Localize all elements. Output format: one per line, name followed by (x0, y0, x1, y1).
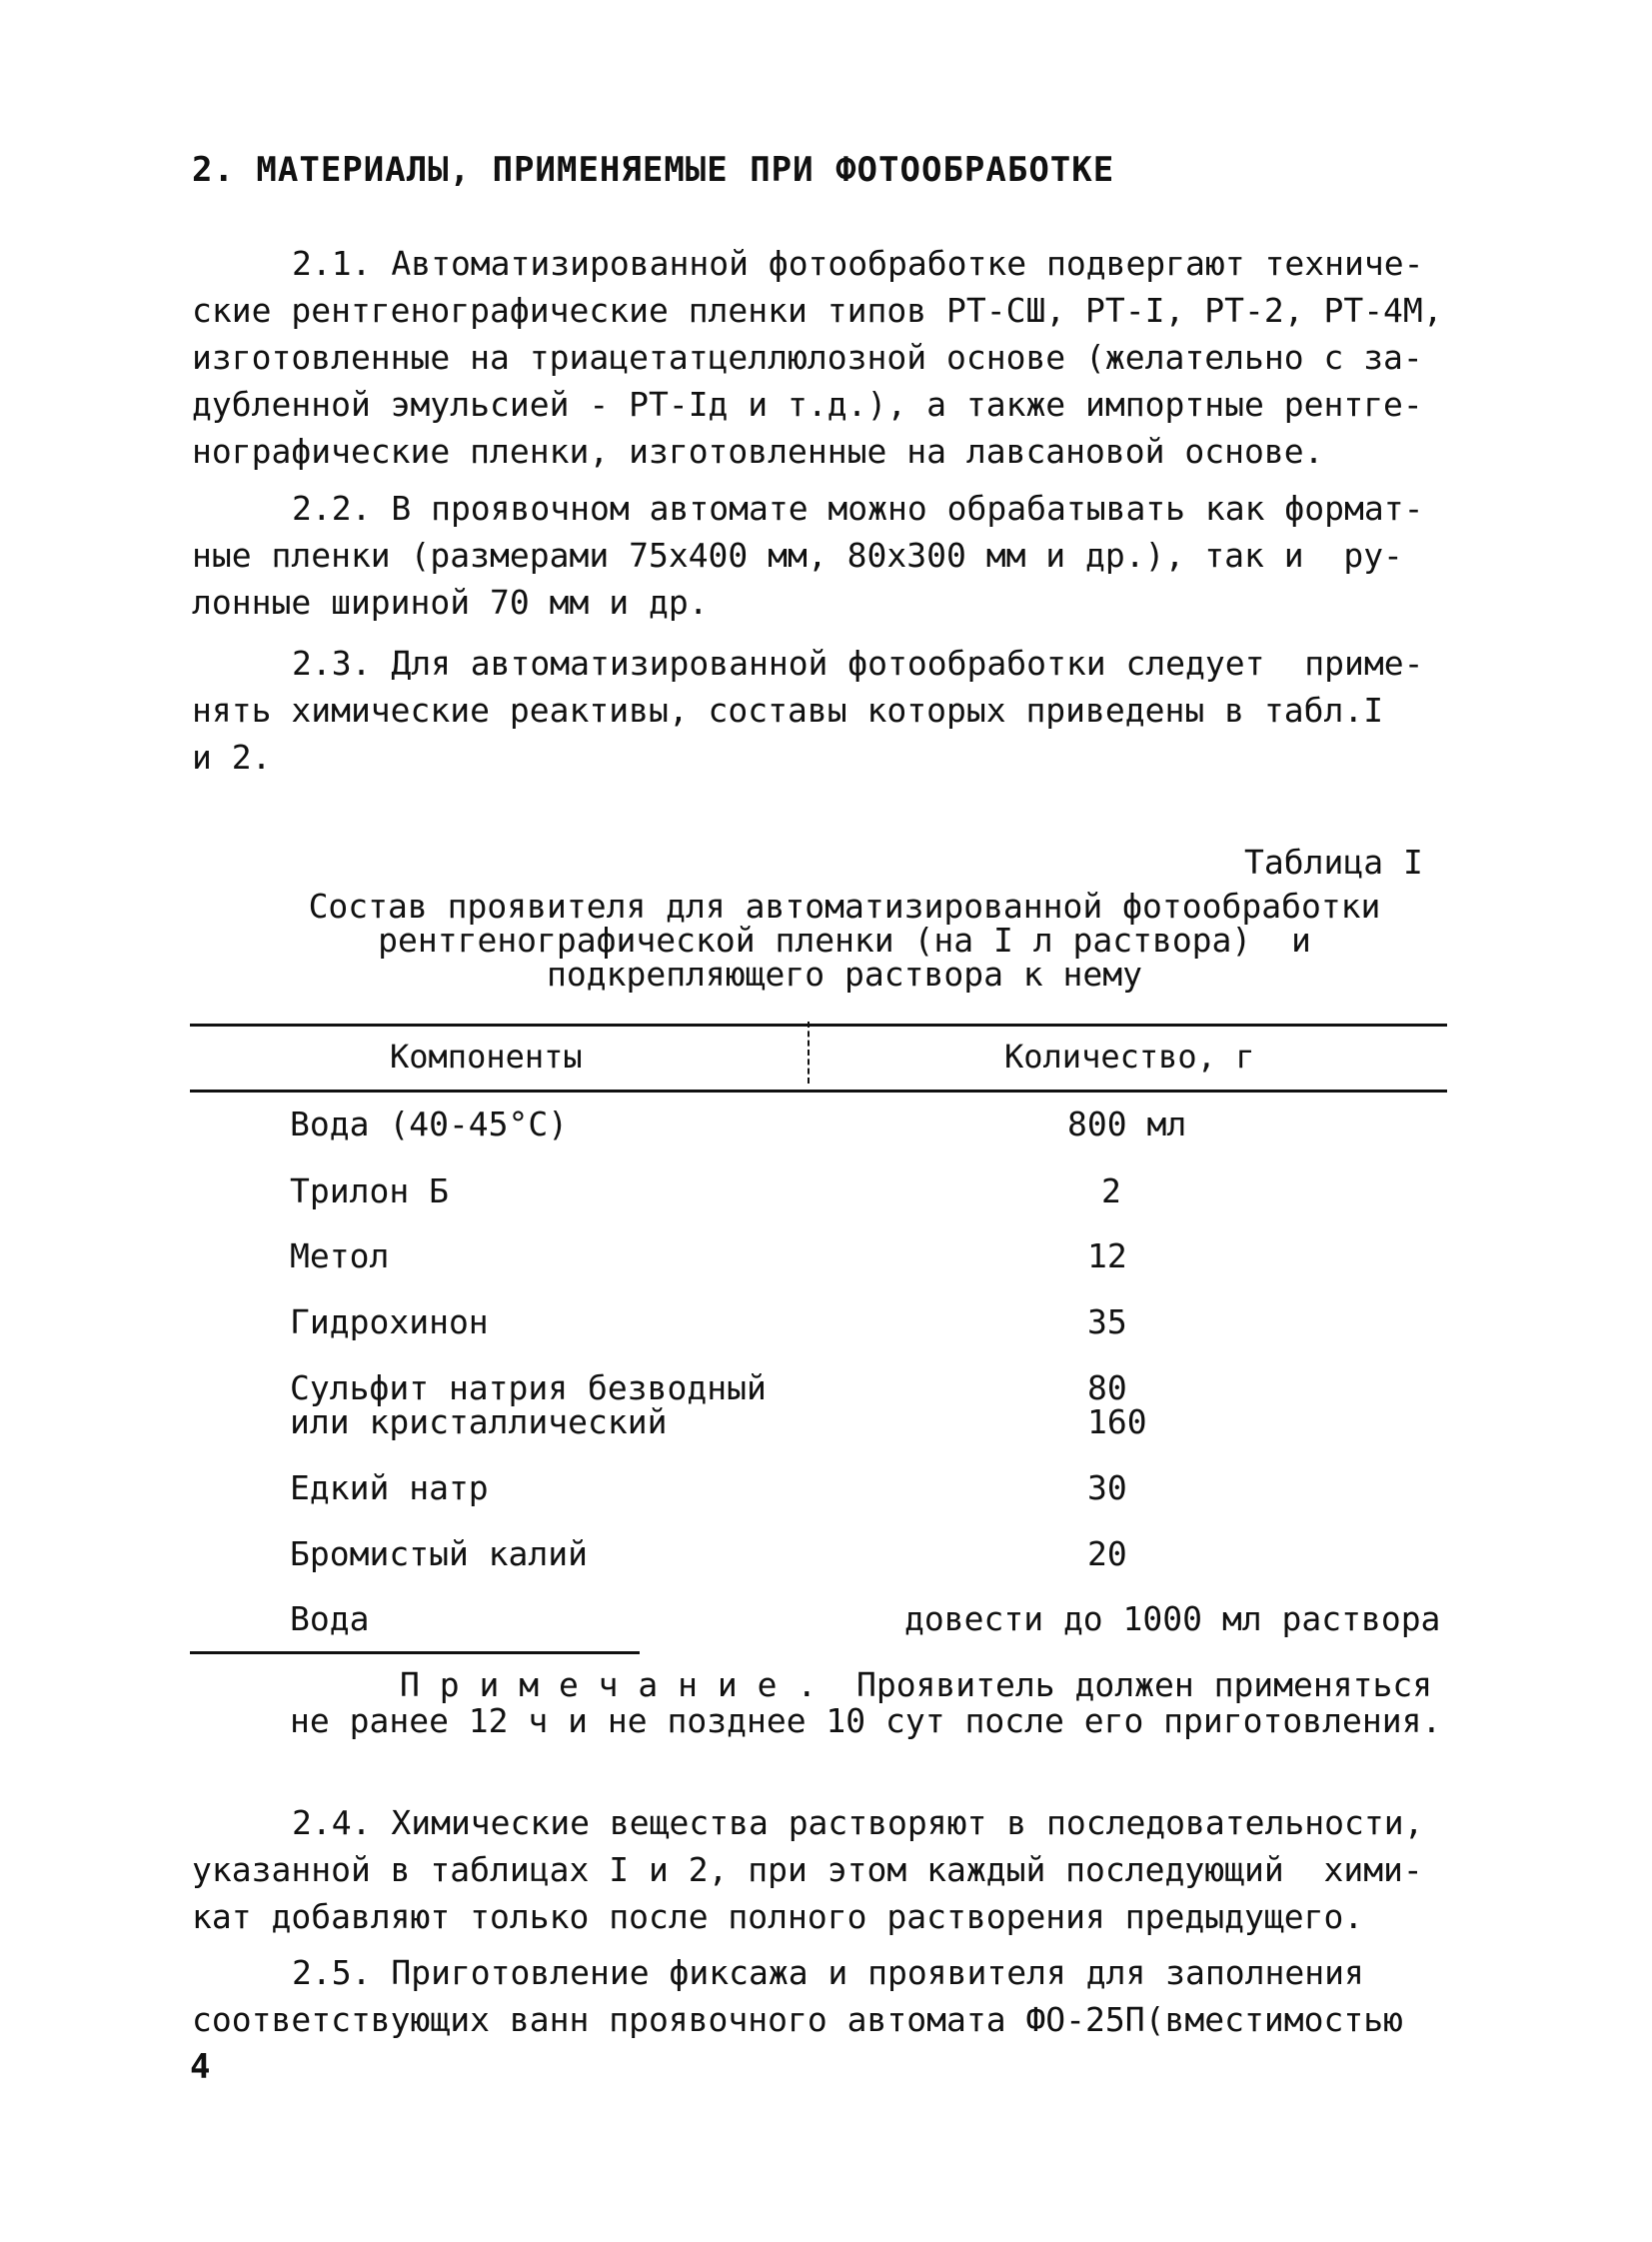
component-cell: Вода (290, 1599, 370, 1638)
text-line: 2.2. В проявочном автомате можно обрабатывать как формат- (292, 489, 1424, 528)
component-cell: Метол (290, 1236, 390, 1275)
text-line: изготовленные на триацетатцеллюлозной основе (желательно с за- (192, 338, 1423, 377)
table-bottom-rule (190, 1651, 640, 1654)
text-line: 2.1. Автоматизированной фотообработке подвергают техниче- (292, 244, 1424, 283)
paragraph-2-5 (192, 1949, 1461, 2043)
table-label: Таблица I (1244, 843, 1423, 882)
text-line: дубленной эмульсией - РТ-Iд и т.д.), а также импортные рентге- (192, 385, 1423, 424)
text-line: указанной в таблицах I и 2, при этом каждый последующий хими- (192, 1850, 1423, 1889)
text-line: ные пленки (размерами 75х400 мм, 80х300 мм и др.), так и ру- (192, 536, 1403, 575)
text-line: лонные шириной 70 мм и др. (192, 583, 709, 622)
text-line: соответствующих ванн проявочного автомата ФО-25П(вместимостью (192, 2000, 1403, 2039)
table-header-rule (190, 1090, 1447, 1093)
paragraph-2-3 (192, 640, 1461, 781)
paragraph-2-4 (192, 1799, 1461, 1940)
section-heading: 2. МАТЕРИАЛЫ, ПРИМЕНЯЕМЫЕ ПРИ ФОТООБРАБОТКЕ (192, 150, 1115, 190)
component-cell: Сульфит натрия безводный или кристаллический (290, 1368, 767, 1441)
text-line: 2.4. Химические вещества растворяют в последовательности, (292, 1803, 1424, 1842)
quantity-cell: довести до 1000 мл раствора (904, 1599, 1441, 1638)
text-line: нять химические реактивы, составы которых приведены в табл.I (192, 691, 1384, 730)
caption-line: рентгенографической пленки (на I л раствора) и (378, 921, 1311, 960)
quantity-cell: 12 (1087, 1236, 1127, 1275)
quantity-cell: 80 160 (1087, 1368, 1147, 1441)
caption-line: Состав проявителя для автоматизированной фотообработки (308, 887, 1381, 926)
text-line: кат добавляют только после полного растворения предыдущего. (192, 1897, 1364, 1936)
paragraph-2-2 (192, 485, 1461, 626)
component-cell: Бромистый калий (290, 1534, 589, 1573)
table-caption (280, 887, 1409, 994)
component-cell: Едкий натр (290, 1468, 489, 1507)
table-note (290, 1667, 1459, 1739)
text-line: нографические пленки, изготовленные на лавсановой основе. (192, 432, 1324, 471)
note-line: не ранее 12 ч и не позднее 10 сут после его приготовления. (290, 1701, 1442, 1740)
table-header-separator (808, 1022, 812, 1084)
header-quantity: Количество, г (1004, 1038, 1255, 1076)
text-line: 2.5. Приготовление фиксажа и проявителя для заполнения (292, 1953, 1364, 1992)
note-line: П р и м е ч а н и е . Проявитель должен применяться (400, 1665, 1433, 1704)
component-cell: Трилон Б (290, 1171, 449, 1210)
paragraph-2-1 (192, 240, 1461, 475)
component-cell: Вода (40-45°С) (290, 1105, 569, 1143)
header-components: Компоненты (390, 1038, 583, 1076)
table-top-rule (190, 1024, 1447, 1027)
caption-line: подкрепляющего раствора к нему (546, 955, 1143, 994)
quantity-cell: 30 (1087, 1468, 1127, 1507)
text-line: 2.3. Для автоматизированной фотообработки следует приме- (292, 644, 1424, 683)
quantity-cell: 20 (1087, 1534, 1127, 1573)
text-line: и 2. (192, 738, 272, 777)
quantity-cell: 35 (1087, 1302, 1127, 1341)
text-line: ские рентгенографические пленки типов РТ-СШ, РТ-I, РТ-2, РТ-4М, (192, 291, 1443, 330)
component-cell: Гидрохинон (290, 1302, 489, 1341)
quantity-cell: 2 (1101, 1171, 1121, 1210)
page-number: 4 (190, 2047, 211, 2087)
quantity-cell: 800 мл (1067, 1105, 1187, 1143)
